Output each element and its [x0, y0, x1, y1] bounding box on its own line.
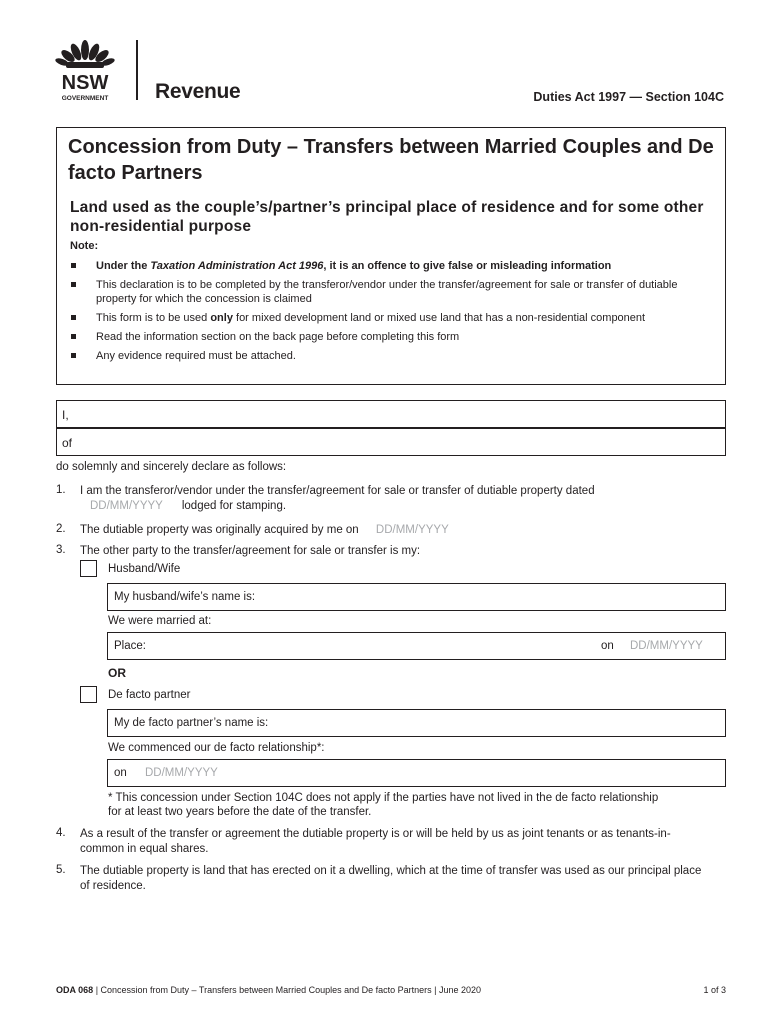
husband-wife-label: Husband/Wife: [108, 563, 181, 575]
bullet-icon: [71, 315, 76, 320]
item-1-number: 1.: [56, 484, 66, 496]
act-reference: Duties Act 1997 — Section 104C: [533, 90, 724, 104]
svg-text:GOVERNMENT: GOVERNMENT: [61, 95, 109, 102]
husband-wife-checkbox[interactable]: [80, 560, 97, 577]
married-at-label: We were married at:: [108, 615, 212, 627]
commenced-date-box[interactable]: [107, 759, 726, 787]
nsw-government-logo: [52, 34, 118, 104]
item-4-number: 4.: [56, 827, 66, 839]
spouse-name-label: My husband/wife’s name is:: [114, 591, 256, 603]
logo-divider: [136, 40, 138, 100]
de-facto-checkbox[interactable]: [80, 686, 97, 703]
declaration-intro: do solemnly and sincerely declare as follows:: [56, 461, 287, 473]
item-1-suffix: lodged for stamping.: [181, 500, 287, 512]
spouse-name-field[interactable]: [107, 583, 726, 611]
item-1-date-line: [80, 499, 725, 514]
place-label: Place:: [114, 640, 146, 652]
svg-text:NSW: NSW: [61, 72, 109, 94]
commenced-label: We commenced our de facto relationship*:: [108, 742, 325, 754]
de-facto-footnote: * This concession under Section 104C does not apply if the parties have not lived in the de facto relationship for at least two years before the date of the transfer.: [108, 792, 659, 818]
bullet-icon: [71, 353, 76, 358]
item-1-text: I am the transferor/vendor under the transfer/agreement for sale or transfer of dutiable property dated: [80, 485, 595, 497]
marriage-place-field[interactable]: [107, 632, 726, 660]
note-item: Under the Taxation Administration Act 1996, it is an offence to give false or misleading information: [70, 259, 720, 273]
marriage-date-field[interactable]: DD/MM/YYYY: [630, 640, 703, 652]
form-code: ODA 068: [56, 985, 94, 995]
item-1-date-field[interactable]: DD/MM/YYYY: [90, 500, 163, 512]
partner-name-label: My de facto partner’s name is:: [114, 717, 269, 729]
note-item: This form is to be used only for mixed development land or mixed use land that has a non-residential component: [70, 311, 720, 325]
item-2-line: [80, 523, 725, 538]
item-2-date-field[interactable]: DD/MM/YYYY: [375, 524, 449, 536]
bullet-icon: [71, 282, 76, 287]
of-label: of: [62, 436, 73, 450]
item-5-text: The dutiable property is land that has erected on it a dwelling, which at the time of transfer was used as our principal place of residence.: [80, 865, 702, 892]
bullet-icon: [71, 334, 76, 339]
item-4-text: As a result of the transfer or agreement the dutiable property is or will be held by us as joint tenants or as tenants-in-common in equal shares.: [80, 828, 671, 855]
partner-name-field[interactable]: [107, 709, 726, 737]
declarant-address-field[interactable]: [56, 428, 726, 456]
i-label: I,: [62, 408, 69, 422]
footer-text: | Concession from Duty – Transfers between Married Couples and De facto Partners | June 2020: [93, 985, 482, 995]
item-2-number: 2.: [56, 523, 66, 535]
page-header: [0, 0, 770, 120]
notes-list: [70, 259, 720, 368]
commenced-date-field[interactable]: DD/MM/YYYY: [145, 767, 218, 779]
declarant-name-field[interactable]: [56, 400, 726, 428]
page-number: 1 of 3: [703, 985, 726, 995]
note-item: Any evidence required must be attached.: [70, 349, 720, 363]
de-facto-label: De facto partner: [108, 689, 191, 701]
item-3-number: 3.: [56, 544, 66, 556]
page-footer: [56, 985, 726, 995]
form-subtitle: Land used as the couple’s/partner’s principal place of residence and for some other non-residential purpose: [70, 199, 704, 235]
item-5-number: 5.: [56, 864, 66, 876]
marriage-on-label: on: [601, 640, 614, 652]
brand-revenue: Revenue: [155, 80, 241, 103]
item-3-text: The other party to the transfer/agreement for sale or transfer is my:: [80, 545, 421, 557]
form-title: Concession from Duty – Transfers between Married Couples and De facto Partners: [68, 136, 714, 184]
item-2-text: The dutiable property was originally acquired by me on: [80, 524, 359, 536]
commenced-on-label: on: [114, 767, 127, 779]
title-box: [56, 127, 726, 385]
or-label: OR: [108, 666, 126, 680]
note-label: Note:: [70, 240, 99, 252]
bullet-icon: [71, 263, 76, 268]
note-item: Read the information section on the back page before completing this form: [70, 330, 720, 344]
note-item: This declaration is to be completed by the transferor/vendor under the transfer/agreement for sale or transfer of dutiable property for which the concession is claimed: [70, 278, 720, 306]
